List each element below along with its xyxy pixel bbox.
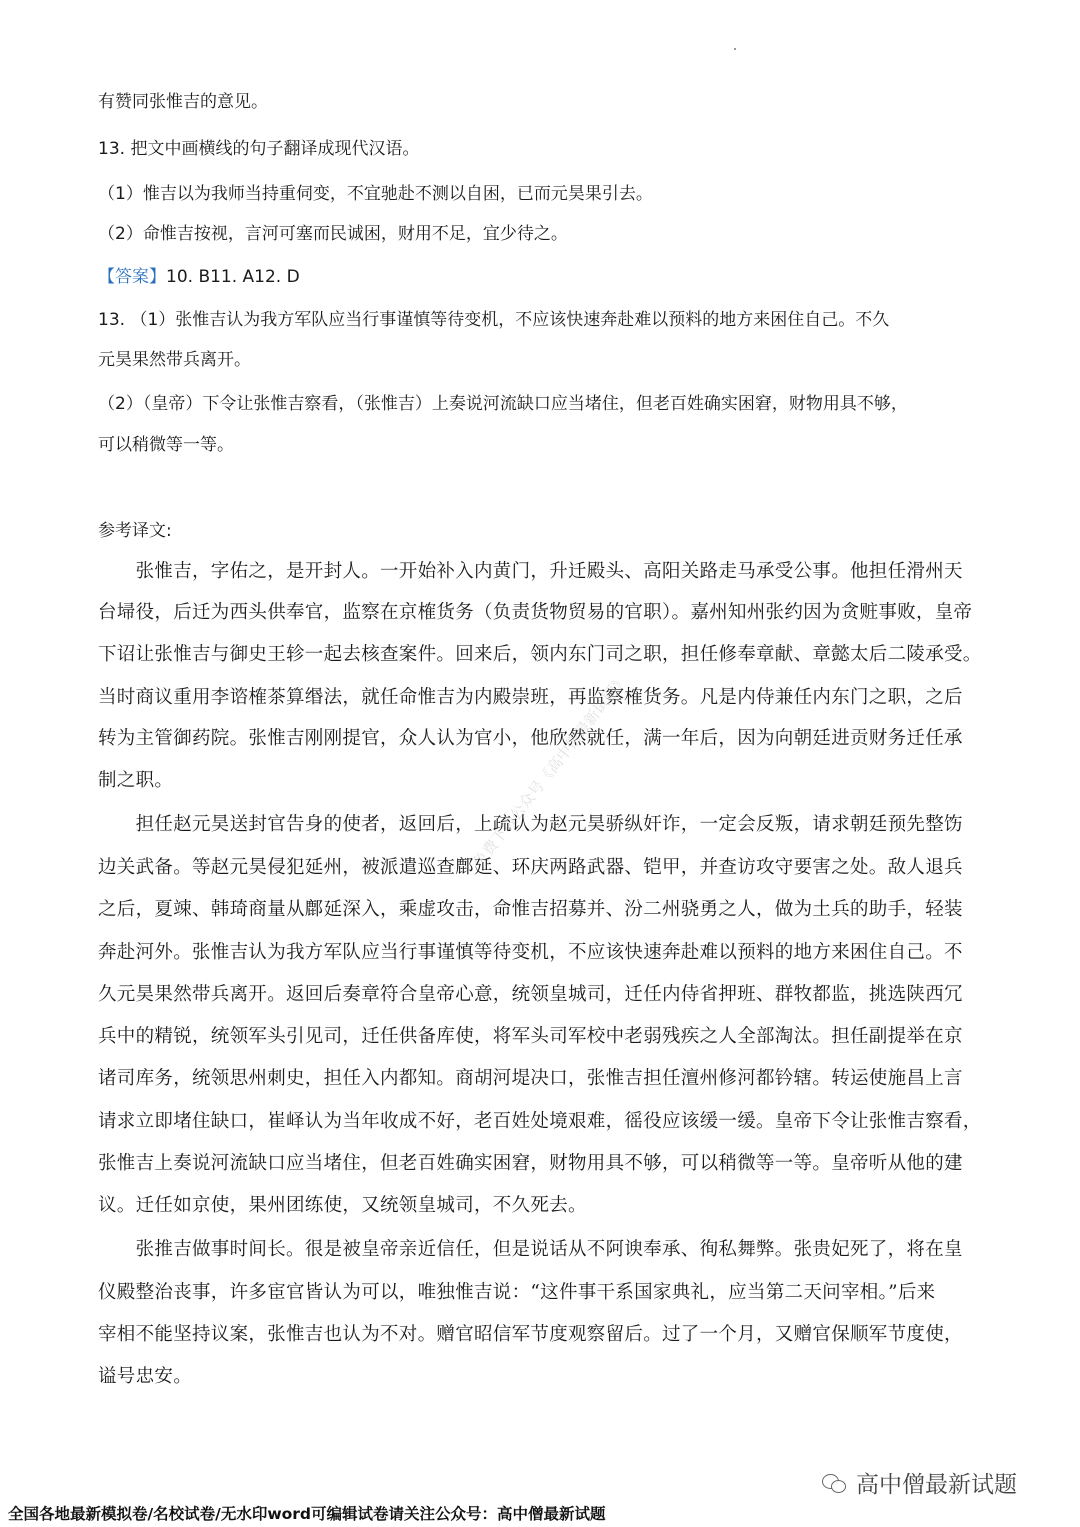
watermark: 免费下载公众号《高中僧最新试题》 [469,670,632,871]
translation-line: 张惟吉，字佑之，是开封人。一开始补入内黄门，升迁殿头、高阳关路走马承受公事。他担任滑州天 [98,561,963,582]
translation-line: 边关武备。等赵元昊侵犯延州，被派遣巡查鄜延、环庆两路武器、铠甲，并查访攻守要害之处。敌人退兵 [98,857,963,878]
question-13: 13. 把文中画横线的句子翻译成现代汉语。 [98,139,420,159]
translation-line: 当时商议重用李谘榷茶算缗法，就任命惟吉为内殿崇班，再监察榷货务。凡是内侍兼任内东门之职，之后 [98,687,963,708]
wechat-icon [822,1472,848,1494]
translation-line: 仪殿整治丧事，许多宦官皆认为可以，唯独惟吉说：“这件事干系国家典礼，应当第二天问宰相。”后来 [98,1282,936,1303]
translation-line: 宰相不能坚持议案，张惟吉也认为不对。赠官昭信军节度观察留后。过了一个月，又赠官保顺军节度使， [98,1324,963,1345]
scan-speck [734,48,736,50]
sentence-2: （2）命惟吉按视，言河可塞而民诚困，财用不足，宜少待之。 [98,224,568,244]
translation-line: 之后，夏竦、韩琦商量从鄜延深入，乘虚攻击，命惟吉招募并、汾二州骁勇之人，做为土兵的助手，轻装 [98,899,963,920]
answer-13-line-1: 13. （1）张惟吉认为我方军队应当行事谨慎等待变机，不应该快速奔赴难以预料的地方来困住自己。不久 [98,310,890,330]
translation-line: 张推吉做事时间长。很是被皇帝亲近信任，但是说话从不阿谀奉承、徇私舞弊。张贵妃死了，将在皇 [98,1239,963,1260]
translation-line: 请求立即堵住缺口，崔峄认为当年收成不好，老百姓处境艰难，徭役应该缓一缓。皇帝下令让张惟吉察看， [98,1111,982,1132]
translation-line: 下诏让张惟吉与御史王轸一起去核查案件。回来后，领内东门司之职，担任修奉章献、章懿太后二陵承受。 [98,644,982,665]
translation-heading: 参考译文: [98,521,172,541]
translation-line: 担任赵元昊送封官告身的使者，返回后，上疏认为赵元昊骄纵奸诈，一定会反叛，请求朝廷预先整饬 [98,814,963,835]
translation-line: 久元昊果然带兵离开。返回后奏章符合皇帝心意，统领皇城司，迁任内侍省押班、群牧都监，挑选陕西冗 [98,984,963,1005]
answer-choices: 10. B11. A12. D [166,267,300,287]
translation-line: 台埽役，后迁为西头供奉官，监察在京榷货务（负责货物贸易的官职）。嘉州知州张约因为贪赃事败，皇帝 [98,602,973,623]
translation-line: 张惟吉上奏说河流缺口应当堵住，但老百姓确实困窘，财物用具不够，可以稍微等一等。皇帝听从他的建 [98,1153,963,1174]
brand-mark [822,1466,1017,1499]
prev-line: 有赞同张惟吉的意见。 [98,92,268,112]
translation-line: 谥号忠安。 [98,1366,193,1387]
translation-line: 议。迁任如京使，果州团练使，又统领皇城司，不久死去。 [98,1195,587,1216]
translation-line: 诸司库务，统领思州刺史，担任入内都知。商胡河堤决口，张惟吉担任澶州修河都钤辖。转运使施昌上言 [98,1068,963,1089]
footer-notice: 全国各地最新模拟卷/名校试卷/无水印word可编辑试卷请关注公众号：高中僧最新试题 [8,1505,606,1523]
answer-13-line-4: 可以稍微等一等。 [98,435,234,455]
answer-13-line-2: 元昊果然带兵离开。 [98,350,251,370]
translation-line: 兵中的精锐，统领军头引见司，迁任供备库使，将军头司军校中老弱残疾之人全部淘汰。担任副提举在京 [98,1026,963,1047]
translation-line: 转为主管御药院。张惟吉刚刚提官，众人认为官小，他欣然就任，满一年后，因为向朝廷进贡财务迁任承 [98,728,963,749]
answer-tag: 【答案】 [98,267,166,287]
brand-label: 高中僧最新试题 [856,1472,1017,1498]
answer-13-line-3: （2）（皇帝）下令让张惟吉察看，（张惟吉）上奏说河流缺口应当堵住，但老百姓确实困窘，财物用具不够， [98,394,908,414]
sentence-1: （1）惟吉以为我师当持重伺变，不宜驰赴不测以自困，已而元昊果引去。 [98,184,653,204]
answer-line [98,265,988,289]
translation-line: 制之职。 [98,770,174,791]
translation-line: 奔赴河外。张惟吉认为我方军队应当行事谨慎等待变机，不应该快速奔赴难以预料的地方来困住自己。不 [98,942,963,963]
